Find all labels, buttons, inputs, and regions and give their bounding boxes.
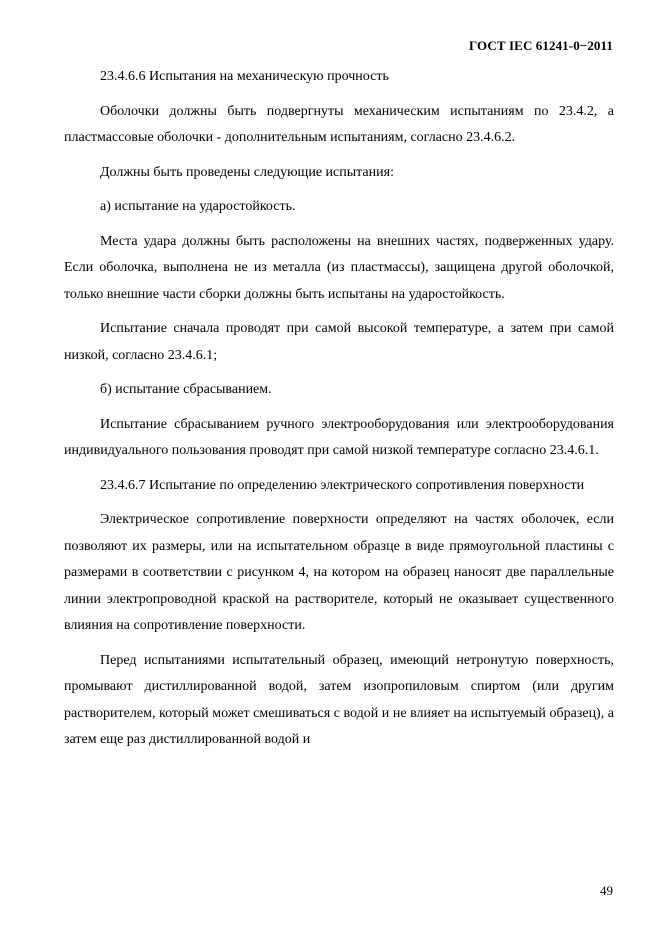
paragraph: Должны быть проведены следующие испытания: [100, 164, 394, 180]
list-item-b: б) испытание сбрасыванием. [100, 382, 272, 397]
paragraph: Испытание сначала проводят при самой высокой температуре, а затем при самой низкой, согласно 23.4.6.1; [64, 321, 614, 363]
document-header: ГОСТ IEC 61241-0−2011 [468, 38, 613, 53]
list-item-a: а) испытание на ударостойкость. [100, 199, 296, 214]
paragraph: Электрическое сопротивление поверхности определяют на частях оболочек, если позволяют их размеры, или на испытательном образце в виде прямоугольной пластины с размерами в соответствии с рисунком 4, на котором на образец наносят две параллельные линии электропроводной краской на растворителе, который не оказывает существенного влияния на сопротивление поверхности. [64, 512, 614, 633]
section-heading-23-4-6-7: 23.4.6.7 Испытание по определению электрического сопротивления поверхности [100, 477, 585, 493]
paragraph: Испытание сбрасыванием ручного электрооборудования или электрооборудования индивидуального пользования проводят при самой низкой температуре согласно 23.4.6.1. [64, 416, 614, 458]
paragraph: Перед испытаниями испытательный образец, имеющий нетронутую поверхность, промывают дистиллированной водой, затем изопропиловым спиртом (или другим растворителем, который может смешиваться с водой и не влияет на испытуемый образец), а затем еще раз дистиллированной водой и [64, 652, 614, 747]
paragraph: Оболочки должны быть подвергнуты механическим испытаниям по 23.4.2, а пластмассовые оболочки - дополнительным испытаниям, согласно 23.4.6.2. [64, 103, 614, 145]
section-heading-23-4-6-6: 23.4.6.6 Испытания на механическую прочность [100, 69, 389, 84]
document-body [64, 64, 614, 762]
paragraph: Места удара должны быть расположены на внешних частях, подверженных удару. Если оболочка, выполнена не из металла (из пластмассы), защищена другой оболочкой, только внешние части сборки должны быть испытаны на ударостойкость. [64, 233, 614, 302]
page-number: 49 [600, 883, 613, 898]
